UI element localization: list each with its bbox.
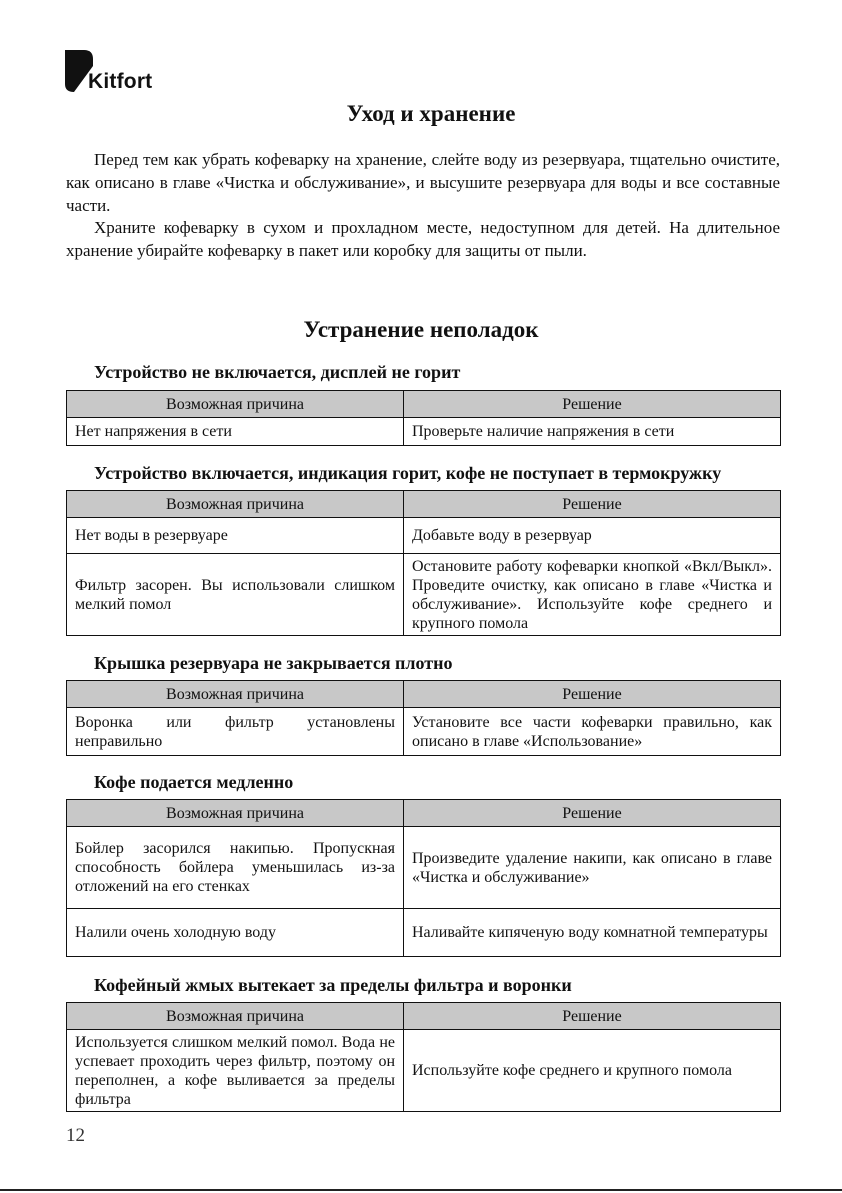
- table-row: [67, 827, 781, 909]
- table-header-row: [67, 800, 781, 827]
- section-title: Крышка резервуара не закрывается плотно: [94, 653, 453, 673]
- column-header-solution: Решение: [404, 681, 781, 708]
- page-bottom-rule: [0, 1189, 842, 1191]
- solution-cell: Проверьте наличие напряжения в сети: [404, 418, 781, 446]
- column-header-solution: Решение: [404, 1003, 781, 1030]
- column-header-solution: Решение: [404, 800, 781, 827]
- table-header-row: [67, 491, 781, 518]
- page-number: 12: [66, 1125, 85, 1146]
- table-row: [67, 708, 781, 756]
- table-header-row: [67, 681, 781, 708]
- solution-cell: Наливайте кипяченую воду комнатной температуры: [404, 909, 781, 957]
- solution-cell: Используйте кофе среднего и крупного помола: [404, 1030, 781, 1112]
- cause-cell: Воронка или фильтр установлены неправильно: [67, 708, 404, 756]
- cause-cell: Используется слишком мелкий помол. Вода не успевает проходить через фильтр, поэтому он переполнен, а кофе выливается за пределы фильтра: [67, 1030, 404, 1112]
- cause-cell: Бойлер засорился накипью. Пропускная способность бойлера уменьшилась из-за отложений на его стенках: [67, 827, 404, 909]
- column-header-cause: Возможная причина: [67, 681, 404, 708]
- care-paragraph-2: Храните кофеварку в сухом и прохладном месте, недоступном для детей. На длительное хранение убирайте кофеварку в пакет или коробку для защиты от пыли.: [66, 218, 780, 260]
- troubleshooting-table: [66, 490, 781, 636]
- section-title: Устройство включается, индикация горит, кофе не поступает в термокружку: [94, 463, 722, 483]
- table-row: [67, 518, 781, 554]
- solution-cell: Остановите работу кофеварки кнопкой «Вкл/Выкл». Проведите очистку, как описано в главе «Чистка и обслуживание». Используйте кофе среднего и крупного помола: [404, 554, 781, 636]
- table-row: [67, 1030, 781, 1112]
- column-header-cause: Возможная причина: [67, 800, 404, 827]
- column-header-cause: Возможная причина: [67, 391, 404, 418]
- table-header-row: [67, 1003, 781, 1030]
- section-title: Кофейный жмых вытекает за пределы фильтра и воронки: [94, 975, 572, 995]
- care-title: Уход и хранение: [346, 101, 516, 126]
- brand-logo: [62, 48, 172, 96]
- section-title: Кофе подается медленно: [94, 772, 294, 792]
- troubleshooting-title: Устранение неполадок: [303, 317, 539, 342]
- column-header-solution: Решение: [404, 491, 781, 518]
- cause-cell: Нет напряжения в сети: [67, 418, 404, 446]
- cause-cell: Фильтр засорен. Вы использовали слишком мелкий помол: [67, 554, 404, 636]
- troubleshooting-table: [66, 390, 781, 446]
- table-header-row: [67, 391, 781, 418]
- troubleshooting-table: [66, 799, 781, 957]
- troubleshooting-table: [66, 680, 781, 756]
- column-header-solution: Решение: [404, 391, 781, 418]
- table-row: [67, 909, 781, 957]
- table-row: [67, 554, 781, 636]
- section-title: Устройство не включается, дисплей не горит: [94, 362, 461, 382]
- cause-cell: Нет воды в резервуаре: [67, 518, 404, 554]
- brand-name: Kitfort: [88, 70, 153, 93]
- care-paragraph-1: Перед тем как убрать кофеварку на хранение, слейте воду из резервуара, тщательно очистите, как описано в главе «Чистка и обслуживание», и высушите резервуара для воды и все составные части.: [66, 150, 780, 215]
- table-row: [67, 418, 781, 446]
- column-header-cause: Возможная причина: [67, 491, 404, 518]
- solution-cell: Установите все части кофеварки правильно, как описано в главе «Использование»: [404, 708, 781, 756]
- troubleshooting-table: [66, 1002, 781, 1112]
- column-header-cause: Возможная причина: [67, 1003, 404, 1030]
- cause-cell: Налили очень холодную воду: [67, 909, 404, 957]
- solution-cell: Произведите удаление накипи, как описано в главе «Чистка и обслуживание»: [404, 827, 781, 909]
- solution-cell: Добавьте воду в резервуар: [404, 518, 781, 554]
